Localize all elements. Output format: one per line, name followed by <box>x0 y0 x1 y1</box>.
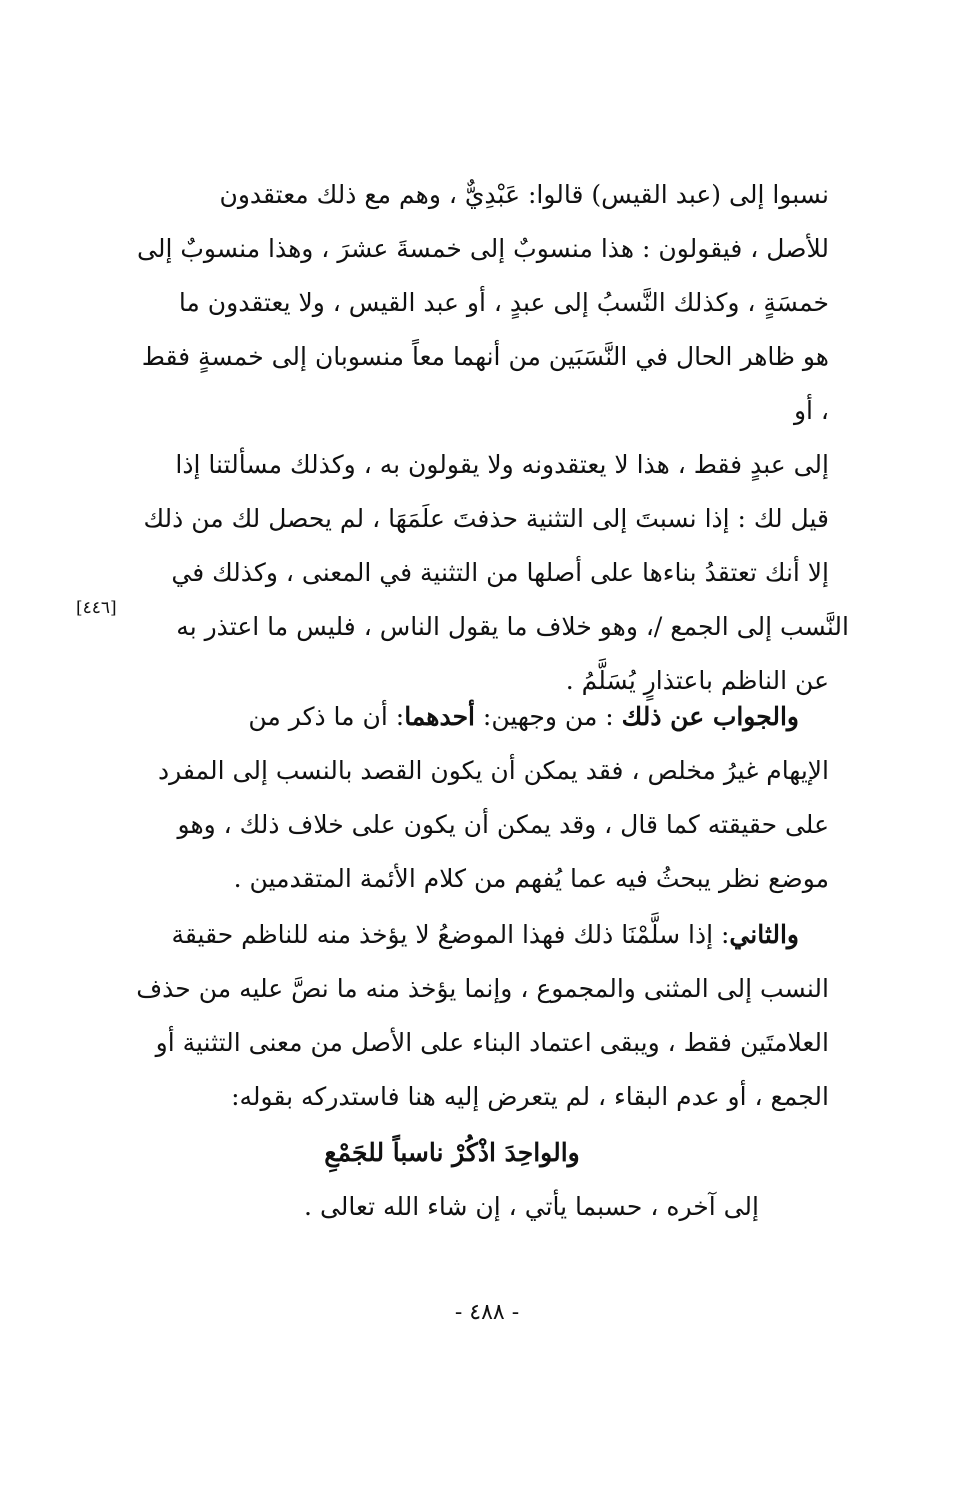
text-line: النسب إلى المثنى والمجموع ، وإنما يؤخذ منه ما نصَّ عليه من حذف <box>136 974 829 1003</box>
text-line: العلامتَين فقط ، ويبقى اعتماد البناء على الأصل من معنى التثنية أو <box>155 1028 829 1057</box>
text-line: قيل لك : إذا نسبتَ إلى التثنية حذفتَ علَمَهَا ، لم يحصل لك من ذلك <box>143 504 829 533</box>
text-line: النَّسب إلى الجمع /، وهو خلاف ما يقول الناس ، فليس ما اعتذر به <box>176 612 849 641</box>
text-line: إلا أنك تعتقدُ بناءها على أصلها من التثنية في المعنى ، وكذلك في <box>171 558 829 587</box>
second-point-text: : إذا سلَّمْنَا ذلك فهذا الموضعُ لا يؤخذ منه للناظم حقيقة <box>171 920 730 949</box>
paragraph-2 <box>135 690 829 906</box>
text-line <box>135 690 829 744</box>
text-line: إلى عبدٍ فقط ، هذا لا يعتقدونه ولا يقولون به ، وكذلك مسألتنا إذا <box>175 450 829 479</box>
text-line: على حقيقته كما قال ، وقد يمكن أن يكون على خلاف ذلك ، وهو <box>177 810 829 839</box>
paragraph-1 <box>135 168 849 708</box>
first-point-text: : أن ما ذكر من <box>248 702 405 731</box>
page-reference-marker: [٤٤٦] <box>76 598 117 618</box>
verse-block <box>135 1126 829 1234</box>
text-line: موضع نظر يبحثُ فيه عما يُفهم من كلام الأئمة المتقدمين . <box>233 864 829 893</box>
text-line: خمسَةٍ ، وكذلك النَّسبُ إلى عبدٍ ، أو عبد القيس ، ولا يعتقدون ما <box>178 288 829 317</box>
answer-heading: والجواب عن ذلك <box>621 702 799 731</box>
text-line: الإيهام غيرُ مخلص ، فقد يمكن أن يكون القصد بالنسب إلى المفرد <box>157 756 829 785</box>
answer-intro: : من وجهين: <box>474 702 622 731</box>
paragraph-3 <box>135 908 829 1124</box>
second-point-label: والثاني <box>729 920 799 949</box>
text-line: عن الناظم باعتذارٍ يُسَلَّمُ . <box>565 666 829 695</box>
closing-line: إلى آخره ، حسبما يأتي ، إن شاء الله تعالى . <box>304 1192 759 1221</box>
page-number: - ٤٨٨ - <box>454 1300 520 1325</box>
text-line: نسبوا إلى (عبد القيس) قالوا: عَبْدِيٌّ ، وهم مع ذلك معتقدون <box>219 180 829 209</box>
text-line: الجمع ، أو عدم البقاء ، لم يتعرض إليه هنا فاستدركه بقوله: <box>231 1082 829 1111</box>
text-line: هو ظاهر الحال في النَّسَبَين من أنهما معاً منسوبان إلى خمسةٍ فقط ، أو <box>141 342 829 425</box>
verse-line: والواحِدَ اذْكُرْ ناسباً للجَمْعِ <box>324 1138 580 1167</box>
text-line <box>135 908 829 962</box>
first-point-label: أحدهما <box>404 702 475 731</box>
text-line: للأصل ، فيقولون : هذا منسوبٌ إلى خمسةَ عشرَ ، وهذا منسوبٌ إلى <box>137 234 829 263</box>
